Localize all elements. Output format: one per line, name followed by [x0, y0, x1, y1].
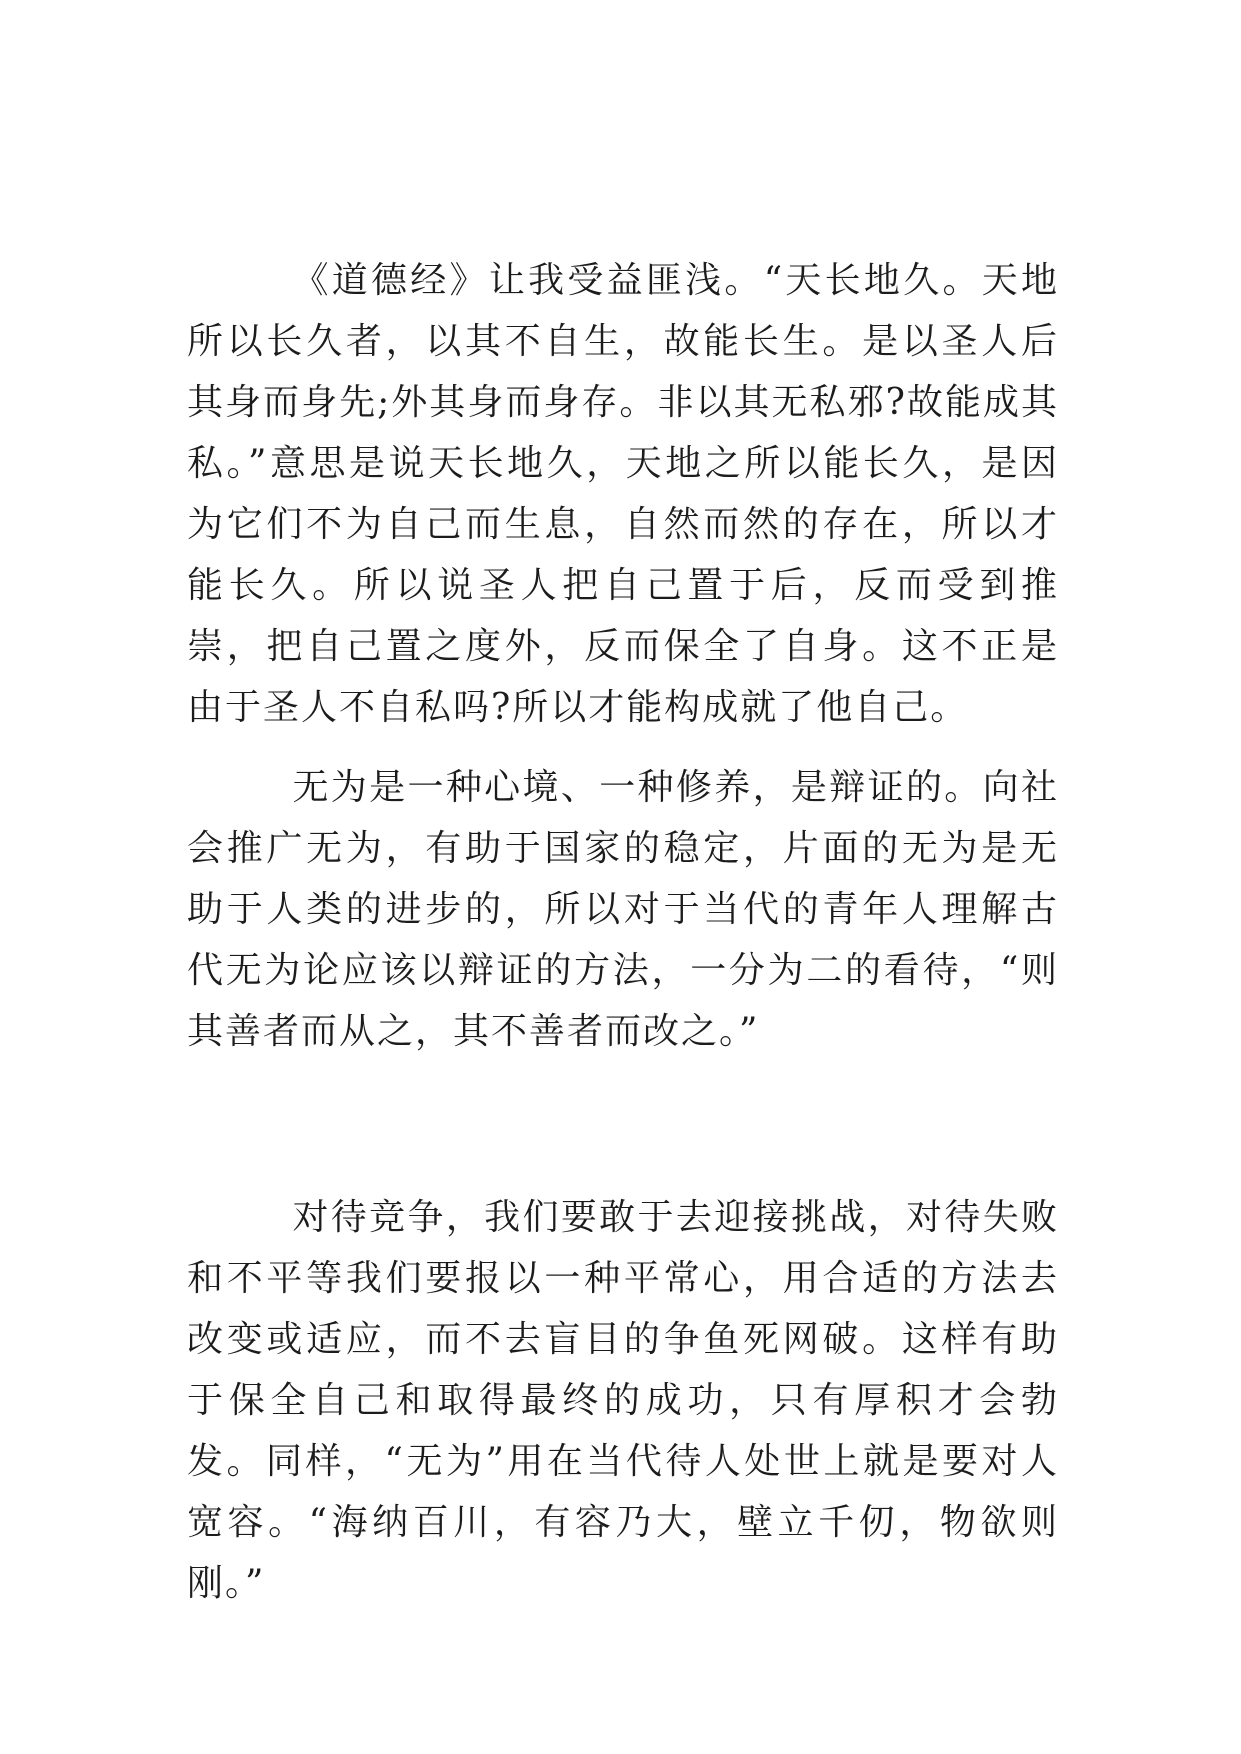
paragraph-3: 对待竞争，我们要敢于去迎接挑战，对待失败和不平等我们要报以一种平常心，用合适的方法去改变或适应，而不去盲目的争鱼死网破。这样有助于保全自己和取得最终的成功，只有厚积才会勃发。同样，“无为”用在当代待人处世上就是要对人宽容。“海纳百川，有容乃大，壁立千仞，物欲则刚。” — [187, 1197, 1059, 1604]
paragraph-1: 《道德经》让我受益匪浅。“天长地久。天地所以长久者，以其不自生，故能长生。是以圣人后其身而身先;外其身而身存。非以其无私邪?故能成其私。”意思是说天长地久，天地之所以能长久，是因为它们不为自己而生息，自然而然的存在，所以才能长久。所以说圣人把自己置于后，反而受到推崇，把自己置之度外，反而保全了自身。这不正是由于圣人不自私吗?所以才能构成就了他自己。 — [187, 260, 1059, 728]
paragraph-2: 无为是一种心境、一种修养，是辩证的。向社会推广无为，有助于国家的稳定，片面的无为是无助于人类的进步的，所以对于当代的青年人理解古代无为论应该以辩证的方法，一分为二的看待，“则其善者而从之，其不善者而改之。” — [187, 767, 1059, 1052]
